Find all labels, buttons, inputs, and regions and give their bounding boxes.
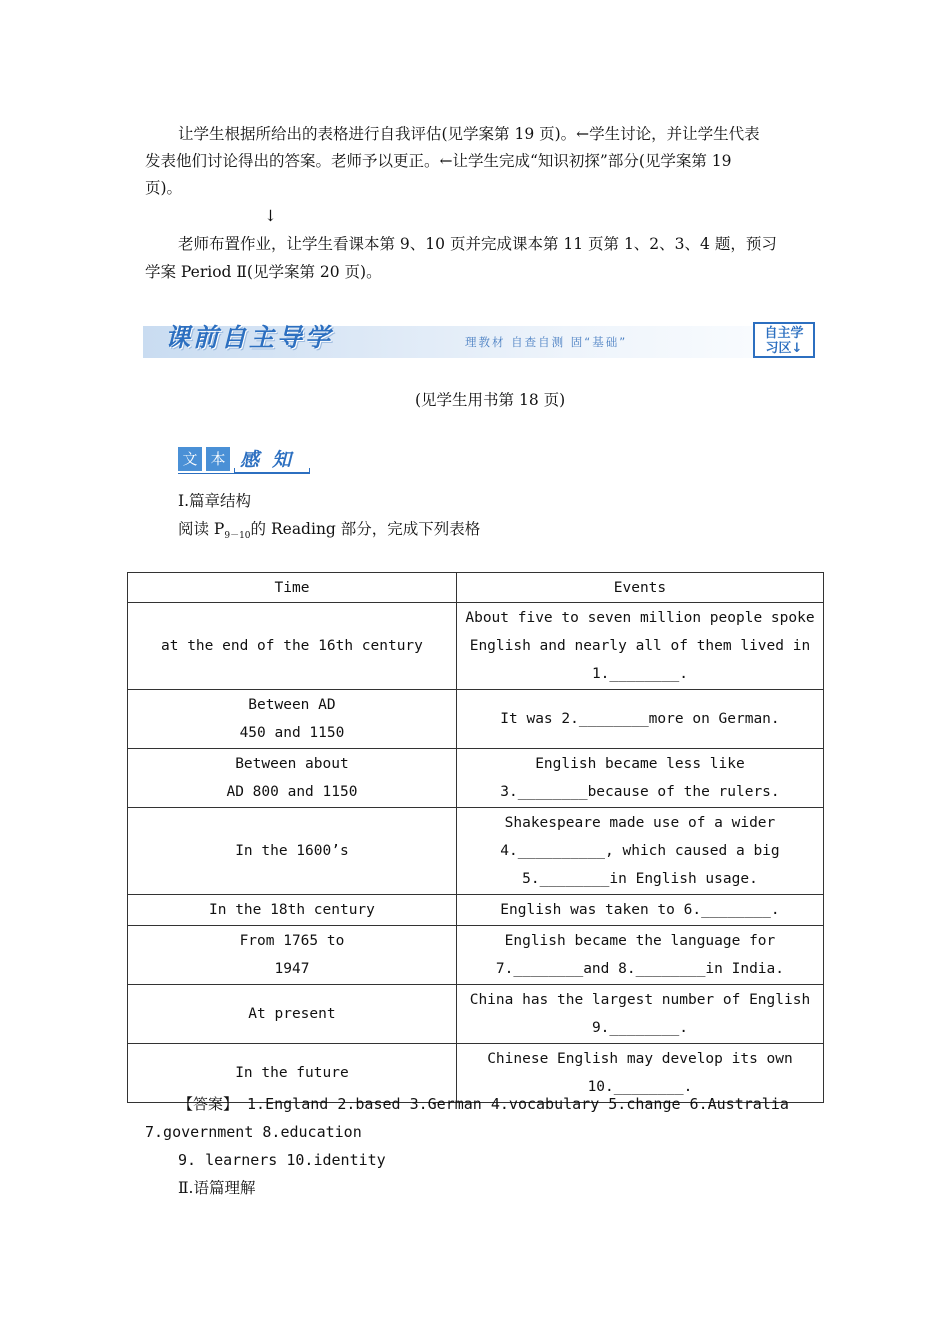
events-table	[127, 572, 824, 1103]
answers-line1: 【答案】 1.England 2.based 3.German 4.vocabulary 5.change 6.Australia	[178, 1095, 789, 1113]
header-time: Time	[128, 573, 457, 603]
events-text: English became the language for	[504, 933, 776, 949]
events-text: English and nearly all of them lived in	[469, 638, 811, 654]
tag-underline	[178, 473, 310, 474]
instruction-part-a: 阅读 P	[178, 520, 225, 538]
intro-para1-line1: 让学生根据所给出的表格进行自我评估(见学案第 19 页)。←学生讨论，并让学生代表	[178, 125, 760, 143]
events-cell	[456, 895, 823, 926]
events-cell	[456, 690, 823, 749]
tag-char-4: 知	[272, 449, 292, 471]
part2-heading: Ⅱ.语篇理解	[178, 1179, 256, 1197]
time-cell	[128, 985, 457, 1044]
table-row	[128, 603, 824, 690]
events-text: China has the largest number of English	[469, 992, 811, 1008]
events-text: Chinese English may develop its own	[487, 1051, 793, 1067]
banner-badge	[753, 322, 815, 358]
tag-char-3: 感	[240, 449, 260, 471]
banner-title: 课前自主导学	[165, 323, 334, 352]
time-cell	[128, 690, 457, 749]
answers-line3: 9. learners 10.identity	[178, 1151, 386, 1169]
table-header-row	[128, 573, 824, 603]
time-text: Between about	[235, 756, 349, 772]
time-text: In the 18th century	[209, 902, 375, 918]
time-cell	[128, 808, 457, 895]
down-arrow: ↓	[264, 207, 277, 225]
events-cell	[456, 603, 823, 690]
time-text: 450 and 1150	[239, 725, 345, 741]
intro-para2-line2: 学案 Period Ⅱ(见学案第 20 页)。	[145, 263, 382, 281]
intro-para1-line3: 页)。	[145, 179, 183, 197]
time-text: In the 1600’s	[235, 843, 349, 859]
events-cell	[456, 985, 823, 1044]
time-text: 1947	[274, 961, 310, 977]
time-cell	[128, 749, 457, 808]
instruction-part-b: 的 Reading 部分，完成下列表格	[250, 520, 481, 538]
table-row	[128, 895, 824, 926]
events-cell	[456, 926, 823, 985]
events-text: Shakespeare made use of a wider	[504, 815, 776, 831]
time-text: At present	[248, 1006, 336, 1022]
part1-instruction	[178, 515, 480, 550]
time-text: In the future	[235, 1065, 349, 1081]
events-text: English was taken to 6.________.	[500, 902, 780, 918]
banner-subtitle: 理教材 自查自测 固“基础”	[465, 335, 628, 349]
answers-line2: 7.government 8.education	[145, 1123, 362, 1141]
intro-para2-line1: 老师布置作业，让学生看课本第 9、10 页并完成课本第 11 页第 1、2、3、4 题，预习	[178, 235, 777, 253]
tag-bracket	[234, 468, 310, 473]
events-text: 10.________.	[587, 1079, 693, 1095]
banner-badge-line1: 自主学	[764, 326, 804, 341]
events-text: 7.________and 8.________in India.	[495, 961, 784, 977]
table-row	[128, 926, 824, 985]
events-cell	[456, 808, 823, 895]
section-banner	[143, 320, 815, 362]
events-text: 1.________.	[591, 666, 688, 682]
events-cell	[456, 749, 823, 808]
events-text: 5.________in English usage.	[522, 871, 758, 887]
part1-heading: Ⅰ.篇章结构	[178, 492, 252, 510]
events-text: 3.________because of the rulers.	[500, 784, 780, 800]
table-row	[128, 985, 824, 1044]
tag-char-1: 文	[178, 447, 202, 471]
header-events: Events	[456, 573, 823, 603]
reference-note: (见学生用书第 18 页)	[415, 391, 566, 409]
events-text: 9.________.	[591, 1020, 688, 1036]
tag-char-2: 本	[206, 447, 230, 471]
section-tag	[178, 446, 310, 476]
events-text: It was 2.________more on German.	[500, 711, 780, 727]
events-text: English became less like	[535, 756, 745, 772]
time-cell	[128, 603, 457, 690]
time-text: From 1765 to	[239, 933, 345, 949]
table-row	[128, 749, 824, 808]
intro-para1-line2: 发表他们讨论得出的答案。老师予以更正。←让学生完成“知识初探”部分(见学案第 19	[145, 152, 732, 170]
table-row	[128, 690, 824, 749]
events-text: About five to seven million people spoke	[465, 610, 815, 626]
banner-badge-line2: 习区↓	[765, 341, 803, 356]
time-cell	[128, 926, 457, 985]
instruction-subscript: 9－10	[224, 531, 251, 542]
time-text: Between AD	[248, 697, 336, 713]
time-text: AD 800 and 1150	[226, 784, 358, 800]
time-text: at the end of the 16th century	[161, 638, 423, 654]
time-cell	[128, 895, 457, 926]
table-row	[128, 808, 824, 895]
events-text: 4.__________, which caused a big	[500, 843, 780, 859]
